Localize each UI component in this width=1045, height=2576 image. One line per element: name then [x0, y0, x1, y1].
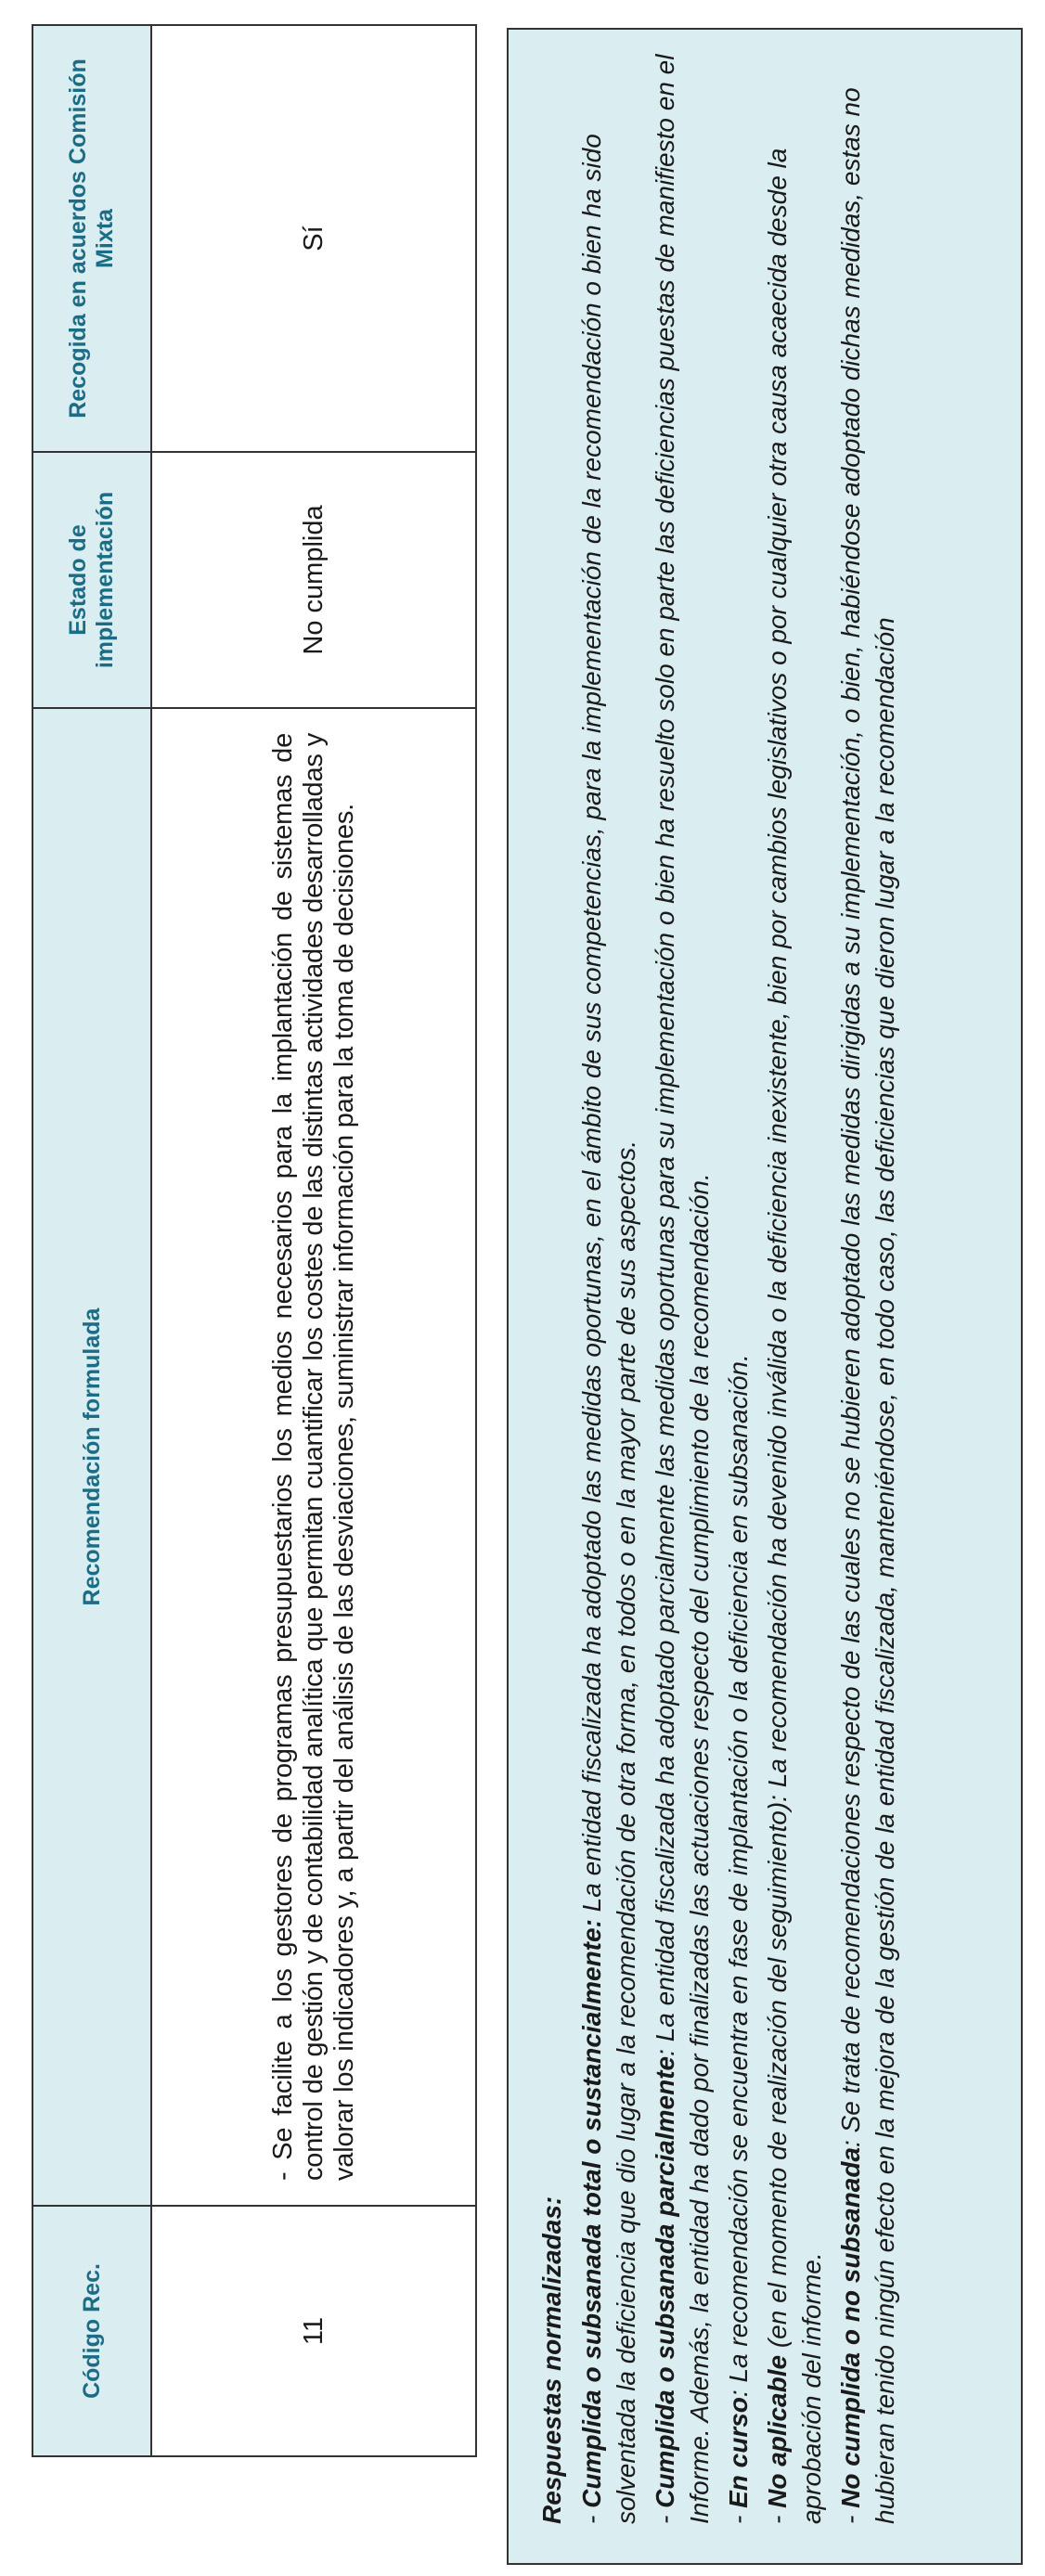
legend-item-text: : Se trata de recomendaciones respecto de las cuales no se hubieren adoptado las medidas dirigidas a su implementación, o bien, habiéndose adoptado dichas medidas, estas no hubieran tenido ningún efecto en la mejora de la gestión de la entidad fiscalizada, manteniéndose, en todo caso, las deficiencias que dieron lugar a la recomendación — [836, 87, 899, 2524]
cell-recommendation: - Se facilite a los gestores de programas presupuestarios los medios necesarios para la implantación de sistemas de control de gestión y de contabilidad analítica que permitan cuantificar los costes de las distintas actividades desarrolladas y valorar los indicadores y, a partir del análisis de las desviaciones, suministrar información para la toma de decisiones. — [151, 708, 476, 2206]
header-recommendation: Recomendación formulada — [32, 708, 151, 2206]
recommendation-table — [32, 24, 477, 2457]
legend-item-prefix: - — [724, 2507, 753, 2524]
legend-item-prefix: - — [577, 2507, 606, 2524]
legend-item-text: La entidad fiscalizada ha adoptado las medidas oportunas, en el ámbito de sus competencias, para la implementación de la recomendación o bien ha sido solventada la deficiencia que dio lugar a la recomendación de otra forma, en todos o en la mayor parte de sus aspectos. — [577, 134, 640, 2524]
legend-item-parcial — [648, 52, 716, 2524]
legend-item-en-curso — [721, 52, 755, 2524]
legend-item-prefix: - — [836, 2507, 865, 2524]
header-status: Estado de implementación — [32, 452, 151, 708]
legend-item-prefix: - — [763, 2507, 792, 2524]
legend-item-term: Cumplida o subsanada parcialmente — [651, 2055, 679, 2508]
table-row — [151, 25, 476, 2456]
legend-item-term: No cumplida o no subsanada — [836, 2146, 865, 2508]
legend-item-text: : La entidad fiscalizada ha adoptado parcialmente las medidas oportunas para su implementación o bien ha resuelto solo en parte las deficiencias puestas de manifiesto en el Informe. Además, la entidad ha dado por finalizadas las actuaciones respecto del cumplimiento de la recomendación. — [651, 54, 714, 2524]
legend-item-prefix: - — [651, 2507, 679, 2524]
legend-title: Respuestas normalizadas: — [537, 2196, 566, 2524]
cell-commission: Sí — [151, 25, 476, 452]
legend-item-text: : La recomendación se encuentra en fase de implantación o la deficiencia en subsanación. — [724, 1354, 753, 2398]
header-commission: Recogida en acuerdos Comisión Mixta — [32, 25, 151, 452]
legend-item-cumplida — [574, 52, 643, 2524]
legend-item-term: Cumplida o subsanada total o sustancialmente: — [577, 1919, 606, 2508]
legend-item-no-cumplida — [833, 52, 902, 2524]
legend-item-text: (en el momento de realización del seguimiento): La recomendación ha devenido inválida o la deficiencia inexistente, bien por cambios legislativos o por cualquier otra causa acaecida desde la aprobación del informe. — [763, 148, 826, 2524]
header-code: Código Rec. — [32, 2206, 151, 2456]
legend-item-term: En curso — [724, 2397, 753, 2508]
cell-code: 11 — [151, 2206, 476, 2456]
normalized-responses-legend — [507, 28, 1023, 2565]
table-header-row — [32, 25, 151, 2456]
cell-status: No cumplida — [151, 452, 476, 708]
legend-item-term: No aplicable — [763, 2354, 792, 2508]
legend-item-no-aplicable — [760, 52, 829, 2524]
